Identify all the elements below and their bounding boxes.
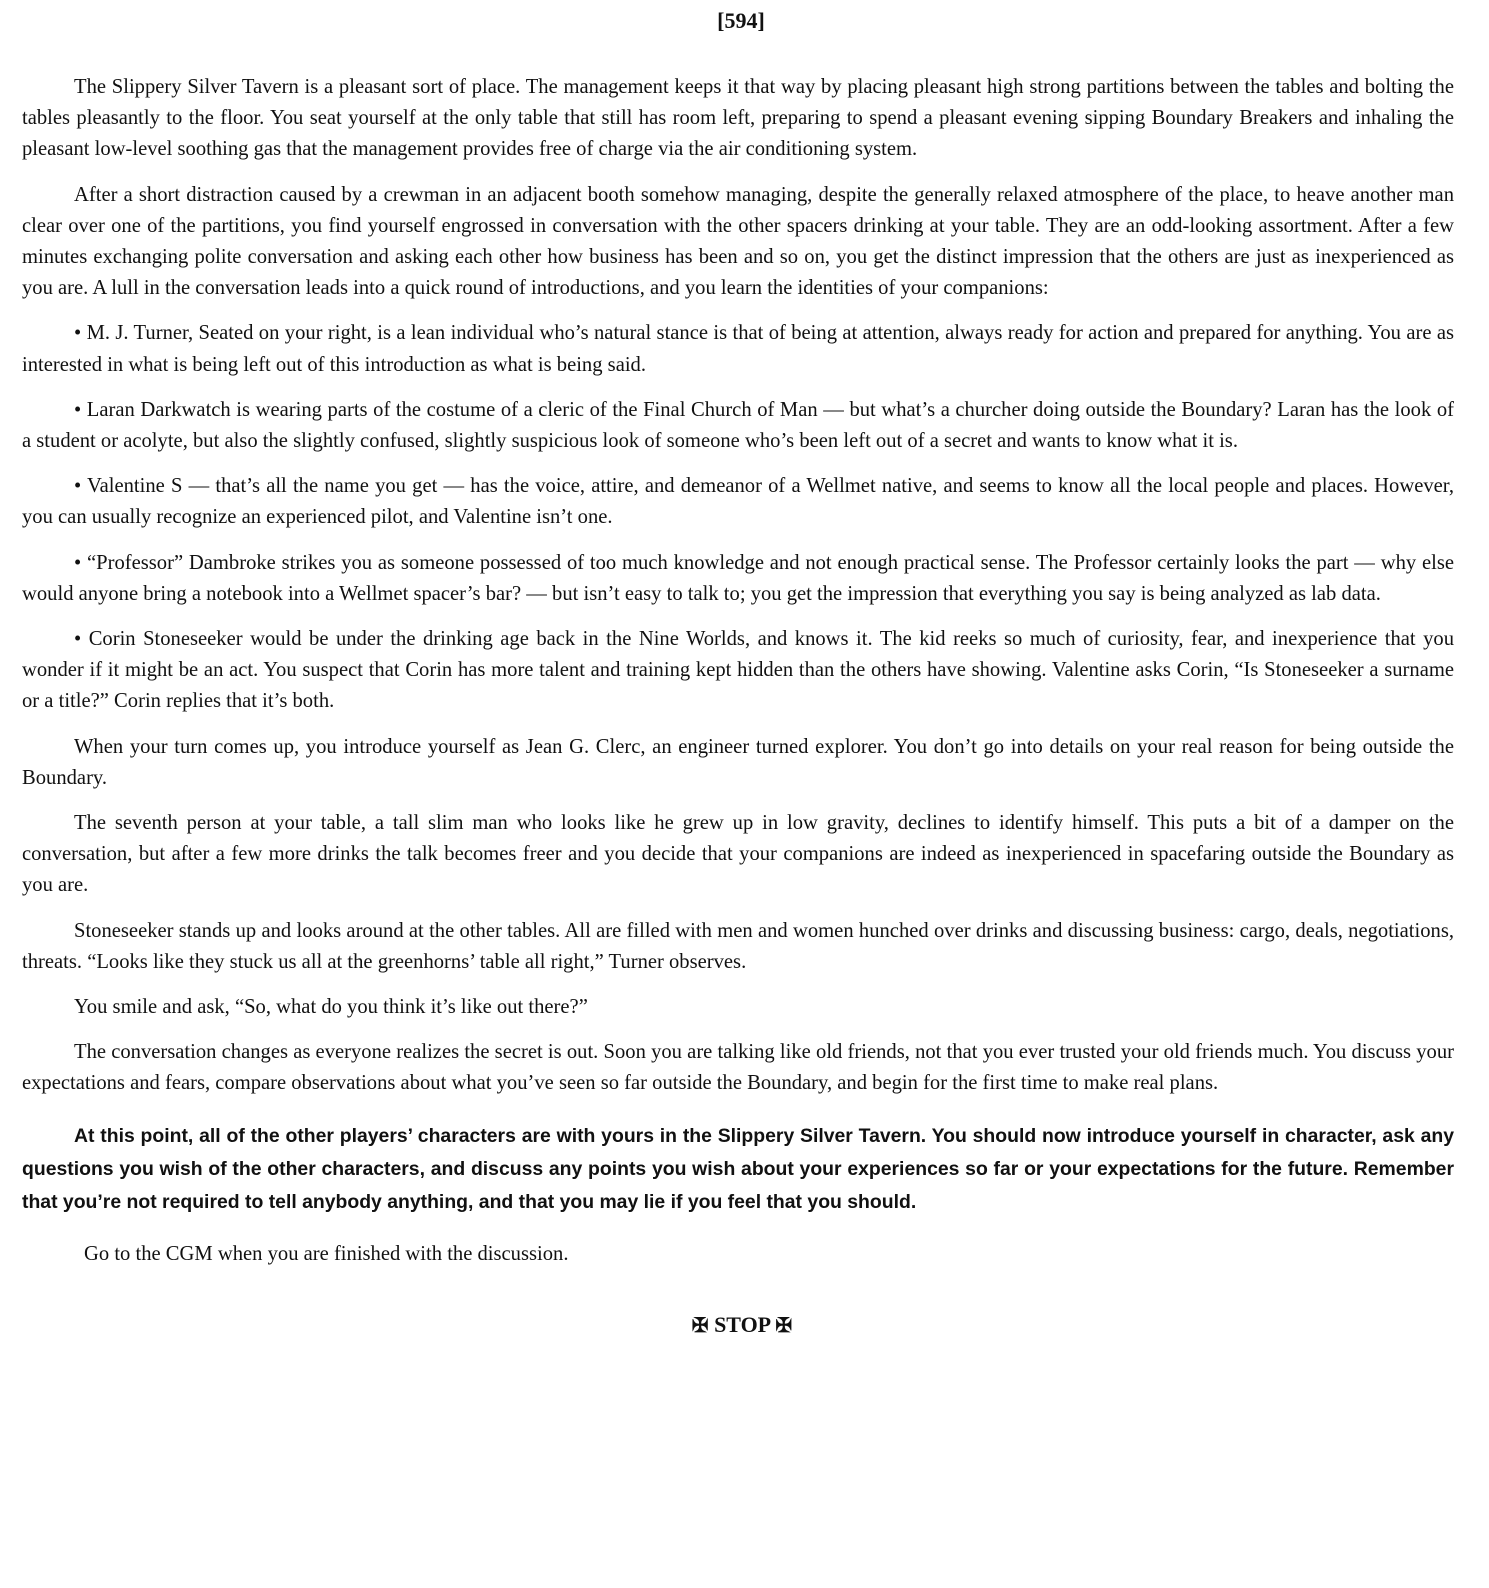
closing-instruction: Go to the CGM when you are finished with the discussion.	[84, 1242, 569, 1265]
paragraph-real-plans: The conversation changes as everyone realizes the secret is out. Soon you are talking like old friends, not that you ever trusted your old friends much. You discuss your expectations and fears, compare observations about what you’ve seen so far outside the Boundary, and begin for the first time to make real plans.	[22, 1041, 1454, 1095]
character-valentine: • Valentine S — that’s all the name you get — has the voice, attire, and demeanor of a Wellmet native, and seems to know all the local people and places. However, you can usually recognize an experienced pilot, and Valentine isn’t one.	[22, 475, 1454, 529]
paragraph-your-turn: When your turn comes up, you introduce yourself as Jean G. Clerc, an engineer turned explorer. You don’t go into details on your real reason for being outside the Boundary.	[22, 735, 1454, 789]
character-stoneseeker: • Corin Stoneseeker would be under the drinking age back in the Nine Worlds, and knows it. The kid reeks so much of curiosity, fear, and inexperience that you wonder if it might be an act. You suspect that Corin has more talent and training kept hidden than the others have showing. Valentine asks Corin, “Is Stoneseeker a surname or a title?” Corin replies that it’s both.	[22, 628, 1454, 713]
character-dambroke: • “Professor” Dambroke strikes you as someone possessed of too much knowledge and not enough practical sense. The Professor certainly looks the part — why else would anyone bring a notebook into a Wellmet spacer’s bar? — but isn’t easy to talk to; you get the impression that everything you say is being analyzed as lab data.	[22, 551, 1454, 605]
character-turner: • M. J. Turner, Seated on your right, is a lean individual who’s natural stance is that of being at attention, always ready for action and prepared for anything. You are as interested in what is being left out of this introduction as what is being said.	[22, 322, 1454, 376]
paragraph-greenhorns: Stoneseeker stands up and looks around at the other tables. All are filled with men and women hunched over drinks and discussing business: cargo, deals, negotiations, threats. “Looks like they stuck us all at the greenhorns’ table all right,” Turner observes.	[22, 919, 1454, 973]
document-page	[22, 0, 1454, 1338]
maltese-cross-icon: ✠	[775, 1314, 793, 1337]
stop-label: STOP	[714, 1311, 770, 1337]
character-darkwatch: • Laran Darkwatch is wearing parts of the costume of a cleric of the Final Church of Man — but what’s a churcher doing outside the Boundary? Laran has the look of a student or acolyte, but also the slightly confused, slightly suspicious look of someone who’s been left out of a secret and wants to know what it is.	[22, 398, 1454, 453]
body-text	[22, 72, 1454, 1270]
stop-marker	[30, 1312, 1454, 1338]
player-instruction: At this point, all of the other players’ characters are with yours in the Slippery Silver Tavern. You should now introduce yourself in character, ask any questions you wish of the other characters, and discuss any points you wish about your experiences so far or your expectations for the future. Remember that you’re not required to tell anybody anything, and that you may lie if you feel that you should.	[22, 1124, 1454, 1213]
paragraph-tavern-intro: The Slippery Silver Tavern is a pleasant sort of place. The management keeps it that way by placing pleasant high strong partitions between the tables and bolting the tables pleasantly to the floor. You seat yourself at the only table that still has room left, preparing to spend a pleasant evening sipping Boundary Breakers and inhaling the pleasant low-level soothing gas that the management provides free of charge via the air conditioning system.	[22, 76, 1454, 161]
paragraph-question: You smile and ask, “So, what do you think it’s like out there?”	[74, 996, 588, 1019]
paragraph-seventh-person: The seventh person at your table, a tall slim man who looks like he grew up in low gravity, declines to identify himself. This puts a bit of a damper on the conversation, but after a few more drinks the talk becomes freer and you decide that your companions are indeed as inexperienced in spacefaring outside the Boundary as you are.	[22, 812, 1454, 897]
page-number: [594]	[717, 8, 765, 33]
paragraph-conversation: After a short distraction caused by a crewman in an adjacent booth somehow managing, despite the generally relaxed atmosphere of the place, to heave another man clear over one of the partitions, you find yourself engrossed in conversation with the other spacers drinking at your table. They are an odd-looking assortment. After a few minutes exchanging polite conversation and asking each other how business has been and so on, you get the distinct impression that the others are just as inexperienced as you are. A lull in the conversation leads into a quick round of introductions, and you learn the identities of your companions:	[22, 183, 1454, 300]
maltese-cross-icon: ✠	[691, 1314, 709, 1337]
